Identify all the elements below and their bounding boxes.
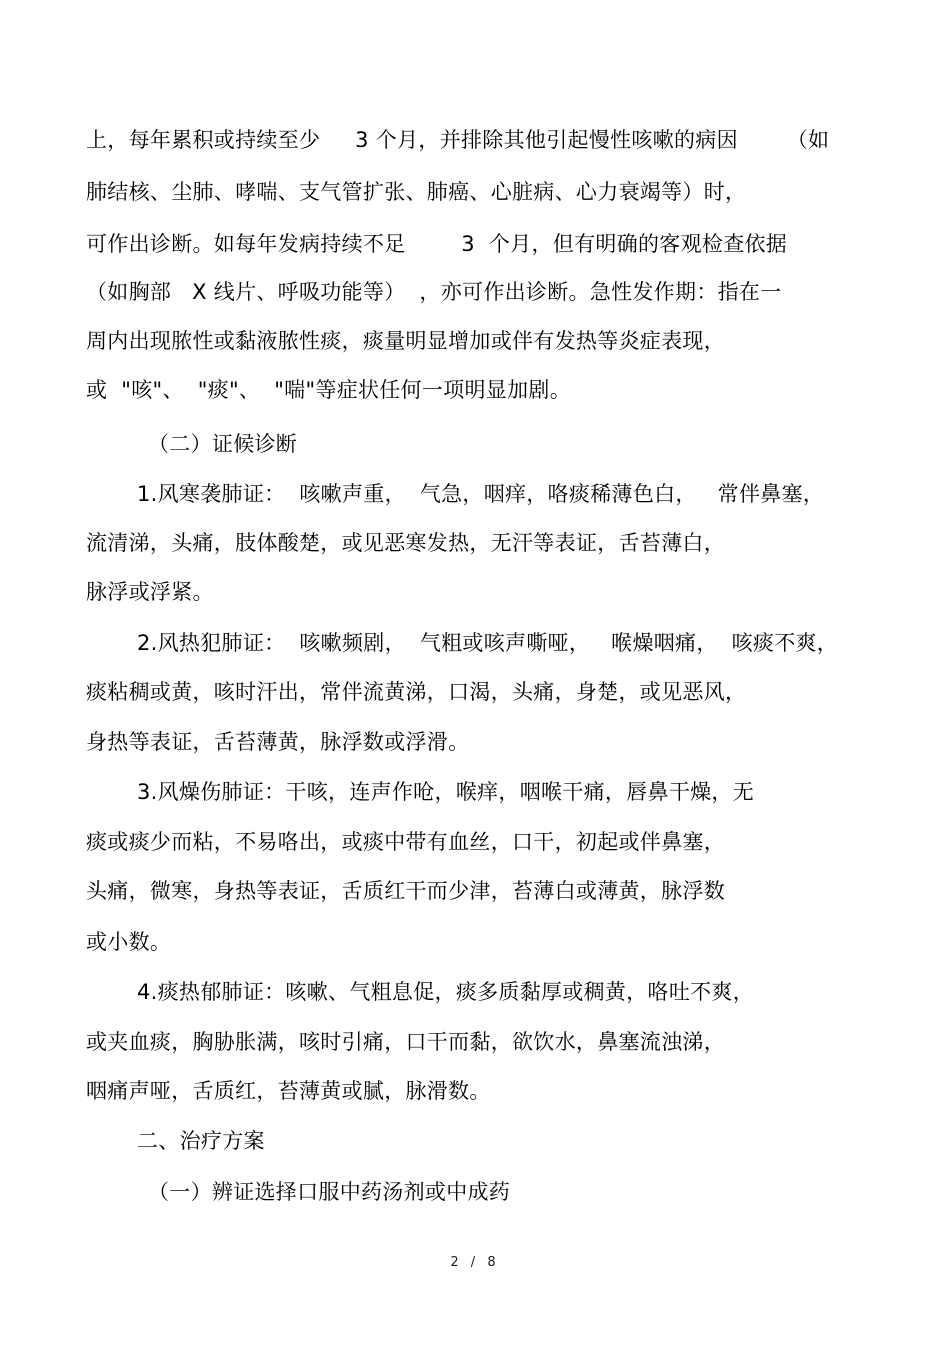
text-line: 身热等表证，舌苔薄黄，脉浮数或浮滑。 bbox=[86, 730, 470, 754]
paragraph-line: 3.风燥伤肺证：干咳，连声作呛，喉痒，咽喉干痛，唇鼻干燥，无 bbox=[137, 780, 755, 804]
text-line: （如胸部 X 线片、呼吸功能等） ，亦可作出诊断。急性发作期：指在一 bbox=[86, 280, 782, 304]
text-line: 咽痛声哑，舌质红，苔薄黄或腻，脉滑数。 bbox=[86, 1079, 491, 1103]
text-line: 可作出诊断。如每年发病持续不足 3 个月，但有明确的客观检查依据 bbox=[86, 232, 788, 256]
text-line: 或夹血痰，胸胁胀满，咳时引痛，口干而黏，欲饮水，鼻塞流浊涕， bbox=[86, 1030, 725, 1054]
paragraph-line: 2.风热犯肺证： 咳嗽频剧， 气粗或咳声嘶哑， 喉燥咽痛， 咳痰不爽， bbox=[137, 631, 839, 655]
paragraph-line: 1.风寒袭肺证： 咳嗽声重， 气急，咽痒，咯痰稀薄色白， 常伴鼻塞， bbox=[137, 482, 825, 506]
text-line: 痰或痰少而粘，不易咯出，或痰中带有血丝，口干，初起或伴鼻塞， bbox=[86, 830, 725, 854]
text-line: 头痛，微寒，身热等表证，舌质红干而少津，苔薄白或薄黄，脉浮数 bbox=[86, 879, 725, 903]
text-line: 或 "咳"、 "痰"、 "喘"等症状任何一项明显加剧。 bbox=[86, 378, 572, 402]
subsection-heading: （一）辨证选择口服中药汤剂或中成药 bbox=[148, 1180, 511, 1204]
text-line: 流清涕，头痛，肢体酸楚，或见恶寒发热，无汗等表证，舌苔薄白， bbox=[86, 531, 725, 555]
text-line: 或小数。 bbox=[86, 930, 172, 954]
section-heading: 二、治疗方案 bbox=[137, 1129, 265, 1153]
text-line: 脉浮或浮紧。 bbox=[86, 580, 214, 604]
paragraph-line: 4.痰热郁肺证：咳嗽、气粗息促，痰多质黏厚或稠黄，咯吐不爽， bbox=[137, 980, 755, 1004]
text-line: 痰粘稠或黄，咳时汗出，常伴流黄涕，口渴，头痛，身楚，或见恶风， bbox=[86, 680, 747, 704]
section-heading: （二）证候诊断 bbox=[148, 432, 298, 456]
text-line: 肺结核、尘肺、哮喘、支气管扩张、肺癌、心脏病、心力衰竭等）时， bbox=[86, 180, 747, 204]
page-number: 2 / 8 bbox=[450, 1255, 500, 1270]
text-line: 上，每年累积或持续至少 3 个月，并排除其他引起慢性咳嗽的病因 （如 bbox=[86, 128, 830, 152]
text-line: 周内出现脓性或黏液脓性痰，痰量明显增加或伴有发热等炎症表现， bbox=[86, 329, 725, 353]
